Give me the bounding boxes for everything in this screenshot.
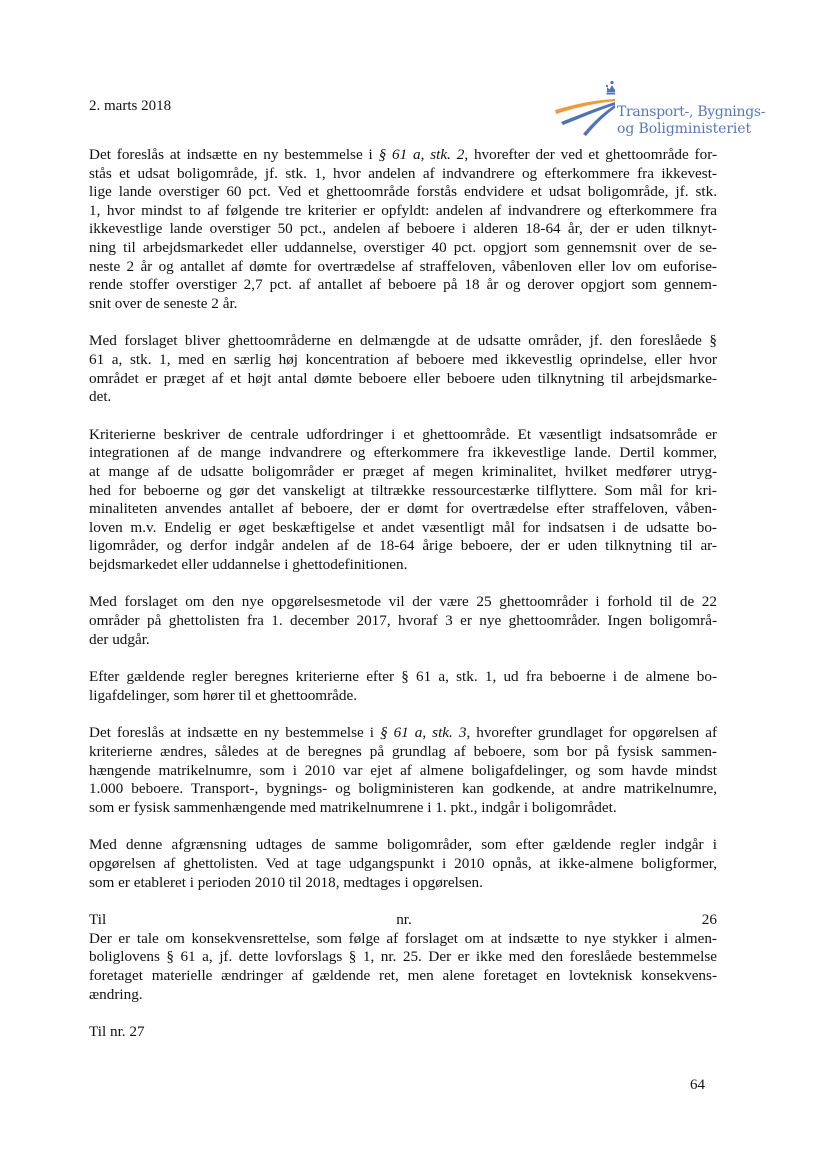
text-line: Der er tale om konsekvensrettelse, som følge af forslaget om at indsætte to nye stykker i almen-: [89, 929, 717, 947]
text-line: ning til arbejdsmarkedet eller uddannelse, overstiger 40 pct. opgjort som gennemsnit over de se-: [89, 238, 717, 256]
text-line: snit over de seneste 2 år.: [89, 294, 238, 312]
text-line: hed for beboerne og gør det vanskeligt at tiltrække ressourcestærke tilflyttere. Som mål for kri-: [89, 481, 717, 499]
text-line: ligafdelinger, som hører til et ghettoområde.: [89, 686, 358, 704]
text-line: at mange af de udsatte boligområder er præget af megen kriminalitet, hvilket medfører utryg-: [89, 462, 717, 480]
paragraph: [89, 836, 717, 892]
paragraph-gap: [89, 1004, 717, 1023]
text-line: Med denne afgrænsning udtages de samme boligområder, som efter gældende regler indgår i: [89, 836, 717, 854]
text-line: 61 a, stk. 1, med en særlig høj koncentration af beboere med ikkevestlig oprindelse, eller hvor: [89, 350, 717, 368]
paragraph-gap: [89, 892, 717, 911]
text-line: som er fysisk sammenhængende med matrikelnumrene i 1. pkt., indgår i boligområdet.: [89, 798, 617, 816]
legal-reference: § 61 a, stk. 3: [379, 724, 467, 742]
text-line: der udgår.: [89, 630, 150, 648]
text-line: hængende matrikelnumre, som i 2010 var ejet af almene boligafdelinger, og som havde mindst: [89, 761, 717, 779]
paragraph-gap: [89, 817, 717, 836]
paragraph: [89, 426, 717, 575]
text-line: loven m.v. Endelig er øget beskæftigelse et andet væsentligt mål for indsatsen i de udsatte bo-: [89, 518, 717, 536]
text-line: neste 2 år og antallet af dømte for overtrædelse af straffeloven, våbenloven eller lov om euforise-: [89, 257, 717, 275]
legal-reference: § 61 a, stk. 2: [378, 146, 465, 163]
text-line: Til nr. 26: [89, 911, 717, 929]
paragraph: [89, 668, 717, 705]
text-line: som er etableret i perioden 2010 til 2018, medtages i opgørelsen.: [89, 873, 483, 891]
page-number: 64: [690, 1077, 705, 1093]
logo-text-line2: og Boligministeriet: [617, 121, 751, 137]
text-line: foretaget materielle ændringer af gældende ret, men alene foretaget en lovteknisk konsekvens-: [89, 966, 717, 984]
text-line: 1.000 beboere. Transport-, bygnings- og boligministeren kan godkende, at andre matrikelnumre,: [89, 780, 717, 798]
text-line: området er præget af et højt antal dømte beboere eller beboere uden tilknytning til arbejdsmarke-: [89, 369, 717, 387]
text-line: boliglovens § 61 a, jf. dette lovforslags § 1, nr. 25. Der er ikke med den foreslåede bestemmelse: [89, 948, 717, 966]
text-line: bejdsmarkedet eller uddannelse i ghettodefinitionen.: [89, 555, 408, 573]
paragraph: [89, 724, 717, 817]
paragraph-gap: [89, 313, 717, 332]
text-line: Med forslaget om den nye opgørelsesmetode vil der være 25 ghettoområder i forhold til de 22: [89, 593, 717, 611]
text-line: Til nr. 27: [89, 1023, 145, 1041]
document-date: 2. marts 2018: [89, 98, 172, 114]
logo-text-line1: Transport-, Bygnings-: [617, 104, 766, 120]
text-line: Efter gældende regler beregnes kriterierne efter § 61 a, stk. 1, ud fra beboerne i de almene bo-: [89, 668, 717, 686]
document-body: [89, 146, 717, 1042]
text-line: kriterierne ændres, således at de beregnes på grundlag af beboere, som bor på fysisk sammen-: [89, 743, 717, 761]
crown-swoosh-icon: [553, 78, 615, 140]
text-line: minaliteten anvendes antallet af beboere, der er dømt for overtrædelse efter straffeloven, våben-: [89, 500, 717, 518]
text-line: ligområder, og derfor indgår andelen af de 18-64 årige beboere, der er uden tilknytning til ar-: [89, 537, 717, 555]
text-line: det.: [89, 388, 112, 406]
paragraph: [89, 593, 717, 649]
text-line: 1, hvor mindst to af følgende tre kriterier er opfyldt: andelen af indvandrere og efterkommere fra: [89, 201, 717, 219]
text-line: Med forslaget bliver ghettoområderne en delmængde at de udsatte områder, jf. den foreslåede §: [89, 332, 717, 350]
ministry-logo: [553, 78, 766, 140]
text-line: ændring.: [89, 985, 143, 1003]
text-line: områder på ghettolisten fra 1. december 2017, hvoraf 3 er nye ghettoområder. Ingen boligområ-: [89, 612, 717, 630]
text-line: Det foreslås at indsætte en ny bestemmelse i § 61 a, stk. 3, hvorefter grundlaget for opgørelsen af: [89, 724, 718, 742]
text-line: rende stoffer overstiger 2,7 pct. af antallet af beboere på 18 år og derover opgjort som gennem-: [89, 276, 717, 294]
text-line: stås et udsat boligområde, jf. stk. 1, hvor andelen af indvandrere og efterkommere fra ikkevest-: [89, 164, 717, 182]
paragraph-gap: [89, 407, 717, 426]
text-line: Det foreslås at indsætte en ny bestemmelse i § 61 a, stk. 2, hvorefter der ved et ghettoområde for-: [89, 146, 717, 163]
text-line: ikkevestlige lande overstiger 50 pct., andelen af beboere i alderen 18-64 år, der er uden tilknyt-: [89, 220, 717, 238]
text-line: lige lande overstiger 60 pct. Ved et ghettoområde forstås endvidere et udsat boligområde, jf. stk.: [89, 183, 717, 201]
paragraph: [89, 911, 717, 1004]
paragraph: [89, 146, 717, 313]
text-line: Kriterierne beskriver de centrale udfordringer i et ghettoområde. Et væsentligt indsatsområde er: [89, 425, 717, 443]
paragraph-gap: [89, 705, 717, 724]
paragraph-gap: [89, 574, 717, 593]
paragraph: [89, 1023, 717, 1042]
text-line: opgørelsen af ghettolisten. Ved at tage udgangspunkt i 2010 opnås, at ikke-almene boligformer,: [89, 855, 717, 872]
paragraph: [89, 332, 717, 406]
text-line: integrationen af de mange indvandrere og efterkommere fra ikkevestlige lande. Dertil kommer,: [89, 444, 717, 462]
paragraph-gap: [89, 649, 717, 668]
